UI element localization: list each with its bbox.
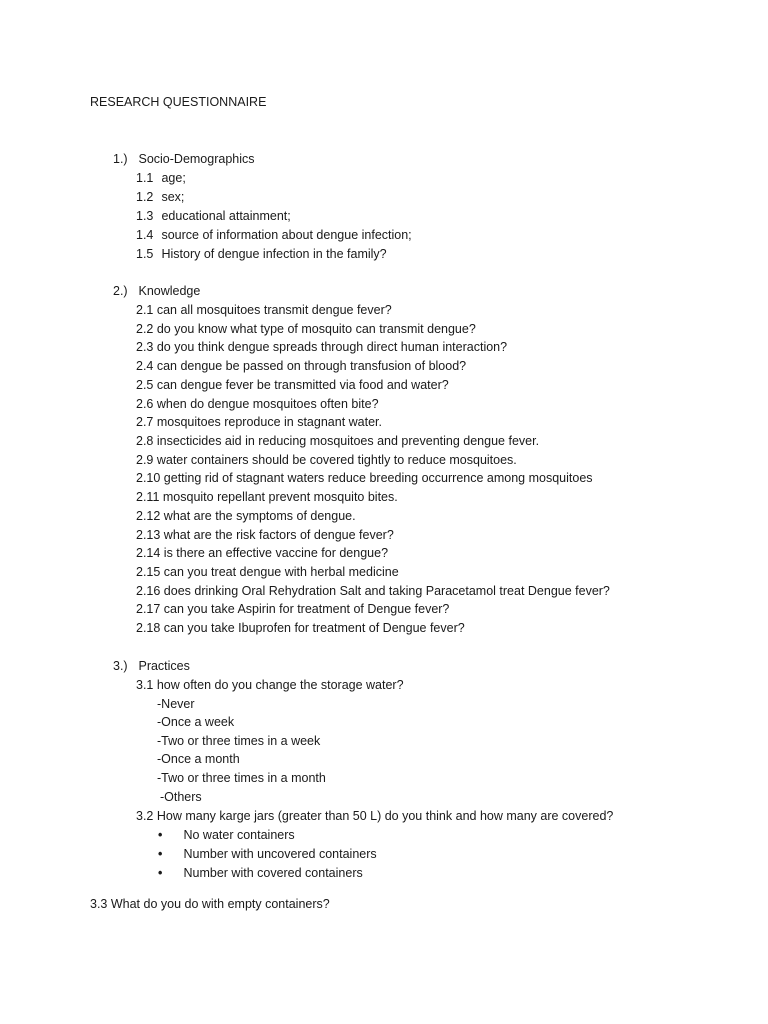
question-2-17: 2.17 can you take Aspirin for treatment of Dengue fever? — [136, 602, 450, 616]
question-1-3 — [136, 208, 291, 224]
bullet-list-item — [158, 846, 377, 862]
section-number: 2.) — [113, 284, 128, 298]
answer-option: -Never — [157, 697, 195, 711]
question-text: source of information about dengue infection; — [161, 228, 412, 242]
bullet-list-item — [158, 865, 363, 881]
question-number: 1.3 — [136, 209, 154, 223]
bullet-icon: • — [158, 847, 163, 861]
question-number: 1.1 — [136, 171, 154, 185]
section-practices — [113, 658, 190, 674]
question-2-5: 2.5 can dengue fever be transmitted via food and water? — [136, 378, 449, 392]
question-2-3: 2.3 do you think dengue spreads through direct human interaction? — [136, 340, 508, 354]
question-2-7: 2.7 mosquitoes reproduce in stagnant water. — [136, 415, 382, 429]
question-2-10: 2.10 getting rid of stagnant waters reduce breeding occurrence among mosquitoes — [136, 471, 593, 485]
question-2-2: 2.2 do you know what type of mosquito can transmit dengue? — [136, 322, 476, 336]
question-1-2 — [136, 189, 184, 205]
question-number: 1.4 — [136, 228, 154, 242]
answer-option: -Two or three times in a week — [157, 734, 321, 748]
question-number: 1.2 — [136, 190, 154, 204]
answer-option: -Once a month — [157, 752, 240, 766]
question-2-1: 2.1 can all mosquitoes transmit dengue fever? — [136, 303, 392, 317]
question-3-2: 3.2 How many karge jars (greater than 50 L) do you think and how many are covered? — [136, 809, 614, 823]
question-number: 1.5 — [136, 247, 154, 261]
bullet-text: Number with uncovered containers — [183, 847, 377, 861]
question-2-12: 2.12 what are the symptoms of dengue. — [136, 509, 356, 523]
answer-option: -Others — [160, 790, 202, 804]
question-text: sex; — [161, 190, 185, 204]
question-2-18: 2.18 can you take Ibuprofen for treatment of Dengue fever? — [136, 621, 465, 635]
bullet-text: Number with covered containers — [183, 866, 363, 880]
section-number: 1.) — [113, 152, 128, 166]
section-heading: Practices — [138, 659, 190, 673]
question-text: age; — [161, 171, 186, 185]
question-2-13: 2.13 what are the risk factors of dengue fever? — [136, 528, 394, 542]
question-text: educational attainment; — [161, 209, 291, 223]
section-socio-demographics — [113, 151, 255, 167]
question-2-8: 2.8 insecticides aid in reducing mosquitoes and preventing dengue fever. — [136, 434, 540, 448]
question-2-11: 2.11 mosquito repellant prevent mosquito bites. — [136, 490, 398, 504]
bullet-icon: • — [158, 828, 163, 842]
section-heading: Socio-Demographics — [138, 152, 255, 166]
question-1-4 — [136, 227, 412, 243]
question-1-5 — [136, 246, 387, 262]
question-text: History of dengue infection in the family? — [161, 247, 387, 261]
question-3-3: 3.3 What do you do with empty containers? — [90, 897, 330, 911]
answer-option: -Two or three times in a month — [157, 771, 326, 785]
question-3-1: 3.1 how often do you change the storage water? — [136, 678, 404, 692]
question-1-1 — [136, 170, 186, 186]
bullet-icon: • — [158, 866, 163, 880]
question-2-16: 2.16 does drinking Oral Rehydration Salt and taking Paracetamol treat Dengue fever? — [136, 584, 610, 598]
section-knowledge — [113, 283, 200, 299]
question-2-14: 2.14 is there an effective vaccine for dengue? — [136, 546, 389, 560]
question-2-15: 2.15 can you treat dengue with herbal medicine — [136, 565, 399, 579]
section-number: 3.) — [113, 659, 128, 673]
answer-option: -Once a week — [157, 715, 235, 729]
section-heading: Knowledge — [138, 284, 201, 298]
bullet-list-item — [158, 827, 295, 843]
document-title: RESEARCH QUESTIONNAIRE — [90, 95, 267, 109]
question-2-4: 2.4 can dengue be passed on through transfusion of blood? — [136, 359, 467, 373]
question-2-6: 2.6 when do dengue mosquitoes often bite? — [136, 397, 379, 411]
question-2-9: 2.9 water containers should be covered tightly to reduce mosquitoes. — [136, 453, 517, 467]
bullet-text: No water containers — [183, 828, 295, 842]
